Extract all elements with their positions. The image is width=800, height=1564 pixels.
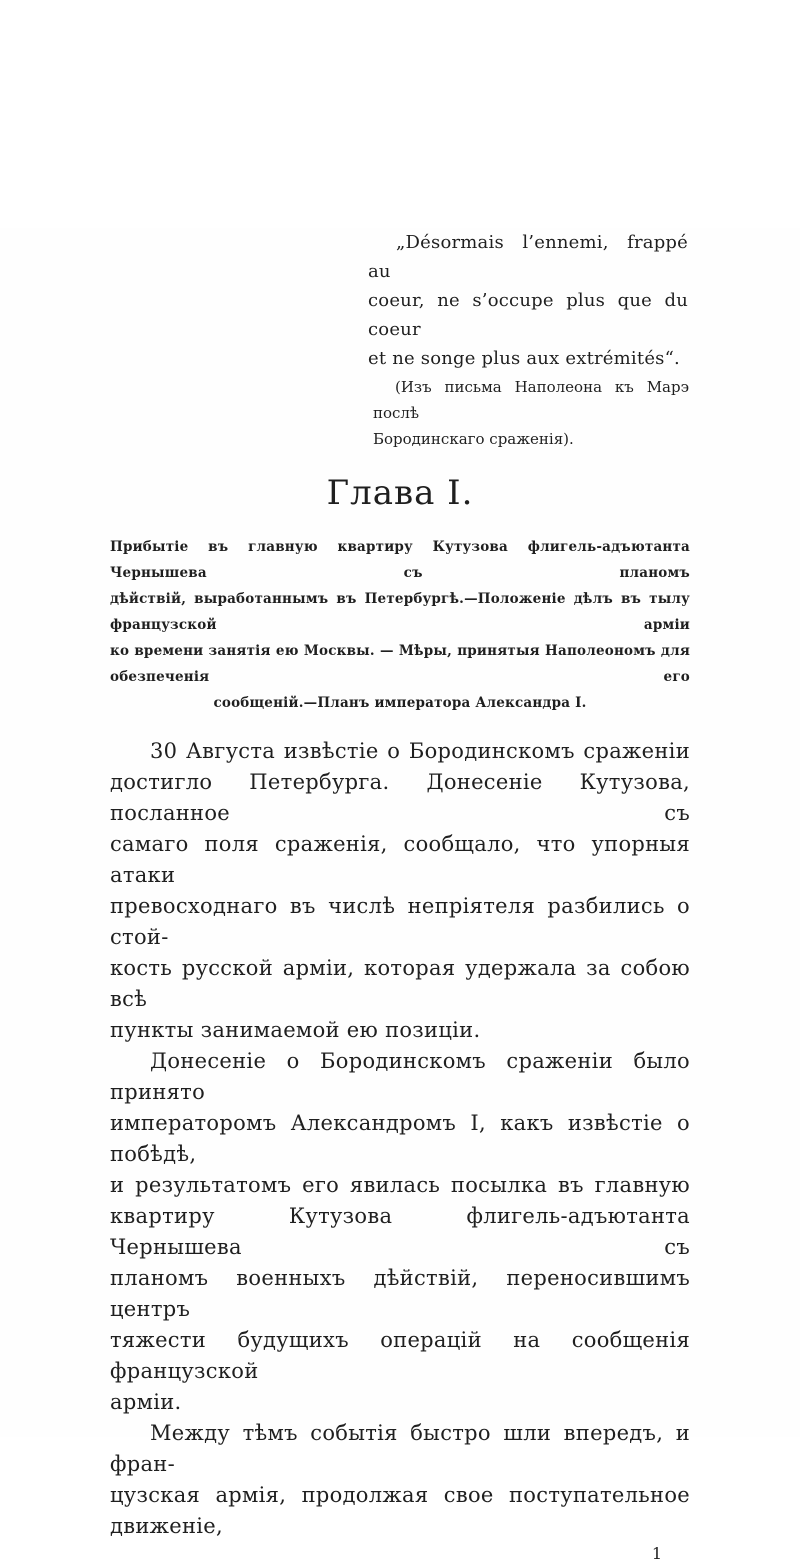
text-line: (Изъ письма Наполеона къ Марэ послѣ [373,378,689,422]
text-line: квартиру Кутузова флигель-адъютанта Чернышева съ [110,1204,690,1259]
text-line: планомъ военныхъ дѣйствій, переносившимъ центръ [110,1266,690,1321]
text-line: превосходнаго въ числѣ непріятеля разбились о стой- [110,894,690,949]
text-line: сообщеній.—Планъ императора Александра I. [213,695,587,711]
body-paragraph [110,1418,690,1542]
text-line: дѣйствій, выработаннымъ въ Петербургѣ.—Положеніе дѣлъ въ тылу французской арміи [110,591,690,633]
text-line: ко времени занятія ею Москвы. — Мѣры, принятыя Наполеономъ для обезпеченія его [110,643,690,685]
text-line: et ne songe plus aux extrémités“. [368,348,680,369]
text-line: императоромъ Александромъ I, какъ извѣстіе о побѣдѣ, [110,1111,690,1166]
text-line: пункты занимаемой ею позиціи. [110,1018,481,1042]
body-paragraph [110,1046,690,1418]
epigraph-quote [368,228,688,373]
text-line: Донесеніе о Бородинскомъ сраженіи было принято [110,1049,690,1104]
text-line: 30 Августа извѣстіе о Бородинскомъ сраженіи [150,739,690,763]
page-number: 1 [651,1544,662,1563]
epigraph-attribution [373,374,689,452]
chapter-title: Глава I. [326,473,474,513]
text-line: Прибытіе въ главную квартиру Кутузова флигель-адъютанта Чернышева съ планомъ [110,539,690,581]
book-page [0,228,800,1563]
text-line: и результатомъ его явилась посылка въ главную [110,1173,690,1197]
text-line: coeur, ne s’occupe plus que du coeur [368,290,688,340]
text-line: достигло Петербурга. Донесеніе Кутузова, посланное съ [110,770,690,825]
body-text [110,736,690,1542]
text-line: самаго поля сраженія, сообщало, что упорныя атаки [110,832,690,887]
text-line: „Désormais l’ennemi, frappé au [368,232,688,282]
text-line: арміи. [110,1390,182,1414]
text-line: Бородинскаго сраженія). [373,430,574,448]
chapter-summary [110,534,690,716]
text-line: кость русской арміи, которая удержала за собою всѣ [110,956,690,1011]
body-paragraph [110,736,690,1046]
text-line: цузская армія, продолжая свое поступательное движеніе, [110,1483,690,1538]
text-line: Между тѣмъ событія быстро шли впередъ, и фран- [110,1421,690,1476]
text-line: тяжести будущихъ операцій на сообщенія французской [110,1328,690,1383]
